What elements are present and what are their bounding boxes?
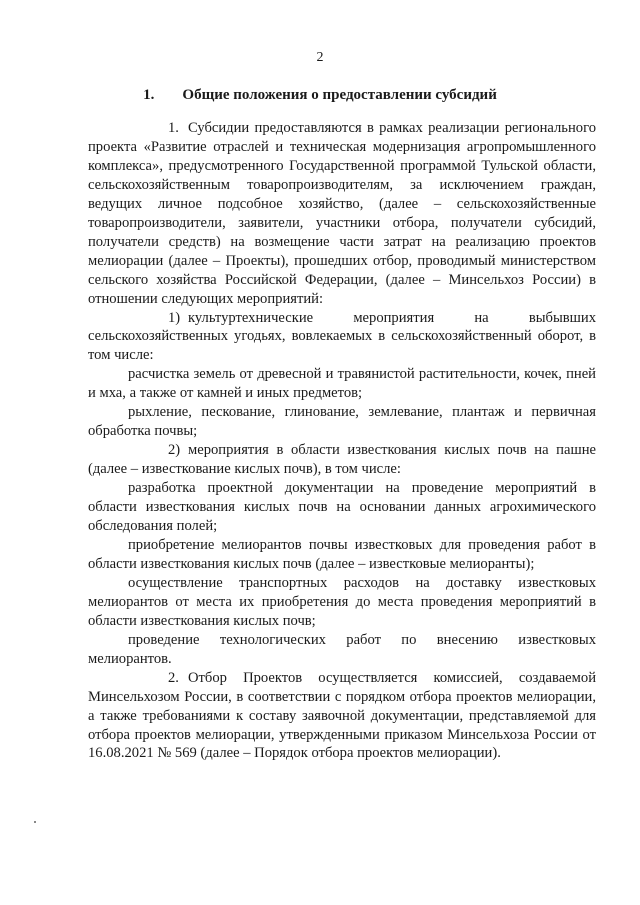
paragraph-label: 2.: [168, 669, 179, 686]
page-number: 2: [316, 50, 324, 65]
paragraph-text: Отбор Проектов осуществляется комиссией, создаваемой Минсельхозом России, в соответствии с порядком отбора проектов мелиорации, а также требованиями к составу заявочной документации, представляемой для отбора проектов мелиорации, утвержденными приказом Минсельхоза России от 16.08.2021 № 569 (далее – Порядок отбора проектов мелиорации).: [88, 669, 596, 762]
list-item-text: мероприятия в области известкования кислых почв на пашне (далее – известкование кислых почв), в том числе:: [88, 442, 596, 478]
sub-item: приобретение мелиорантов почвы известковых для проведения работ в области известкования кислых почв (далее – известковые мелиоранты);: [88, 536, 596, 572]
scan-artifact: [34, 821, 36, 823]
sub-item: расчистка земель от древесной и травянистой растительности, кочек, пней и мха, а также от камней и иных предметов;: [88, 366, 596, 402]
sub-item: разработка проектной документации на проведение мероприятий в области известкования кислых почв на основании данных агрохимического обследования полей;: [88, 480, 596, 535]
section-heading: [0, 87, 640, 104]
sub-item: рыхление, пескование, глинование, землевание, плантаж и первичная обработка почвы;: [88, 404, 596, 440]
paragraph-1: [88, 119, 596, 309]
list-item-label: 2): [168, 442, 181, 459]
paragraph-2: [88, 669, 596, 764]
section-title: Общие положения о предоставлении субсидий: [182, 87, 497, 103]
list-item-text: культуртехнические мероприятия на выбывших сельскохозяйственных угодьях, вовлекаемых в сельскохозяйственный оборот, в том числе:: [88, 309, 596, 364]
section-number: 1.: [143, 87, 155, 103]
sub-item: осуществление транспортных расходов на доставку известковых мелиорантов от места их приобретения до места проведения мероприятий в области известкования кислых почв;: [88, 574, 596, 629]
paragraph-label: 1.: [168, 120, 179, 136]
paragraph-text: Субсидии предоставляются в рамках реализации регионального проекта «Развитие отраслей и техническая модернизация агропромышленного комплекса», предусмотренного Государственной программой Тульской области, сельскохозяйственным товаропроизводителям, за исключением граждан, ведущих личное подсобное хозяйство, (далее – сельскохозяйственные товаропроизводители, заявители, участники отбора, получатели субсидий, получатели средств) на возмещение части затрат на реализацию проектов мелиорации (далее – Проекты), прошедших отбор, проводимый министерством сельского хозяйства Российской Федерации, (далее – Минсельхоз России) в отношении следующих мероприятий:: [88, 120, 596, 307]
list-item-2: [88, 441, 596, 479]
sub-item: проведение технологических работ по внесению известковых мелиорантов.: [88, 631, 596, 667]
list-item-1: [88, 309, 596, 366]
document-body: [88, 119, 596, 763]
list-item-label: 1): [168, 309, 181, 326]
